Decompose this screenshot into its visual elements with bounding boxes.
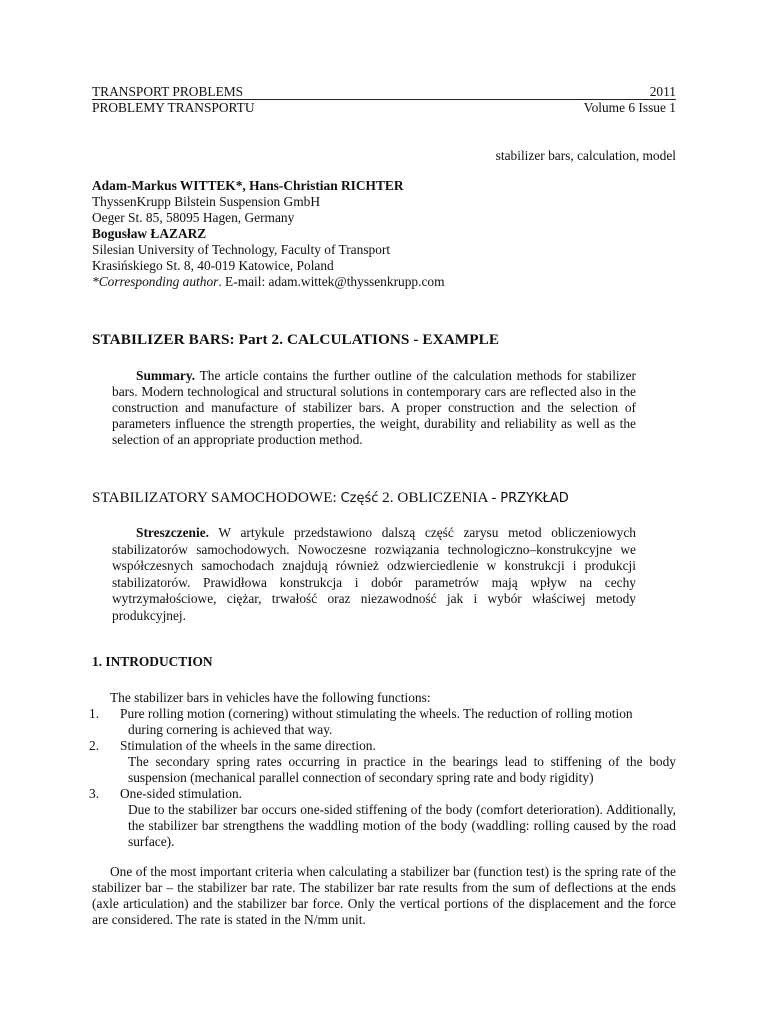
- list-item-head: Stimulation of the wheels in the same direction.: [120, 738, 376, 753]
- paper-page: [89, 84, 676, 928]
- running-header-row-1: [92, 84, 676, 99]
- functions-list: [89, 706, 676, 850]
- list-item-cont: Due to the stabilizer bar occurs one-sided stiffening of the body (comfort deterioration). Additionally, the stabilizer bar strengthens the waddling motion of the body (waddling: rolling caused by the road surface).: [128, 802, 676, 849]
- list-item: [89, 706, 676, 738]
- summary-text: The article contains the further outline of the calculation methods for stabilizer bars. Modern technological and structural solutions in contemporary cars are reflected also in the construction and manufacture of stabilizer bars. A proper construction and the selection of parameters influence the strength properties, the weight, durability and reliability as well as the selection of an appropriate production method.: [112, 368, 636, 447]
- journal-name-en: TRANSPORT PROBLEMS: [92, 84, 244, 99]
- list-item-head: Pure rolling motion (cornering) without stimulating the wheels. The reduction of rolling motion: [120, 706, 633, 721]
- article-title-pl: [92, 490, 676, 507]
- journal-volume: Volume 6 Issue 1: [583, 100, 676, 115]
- section-heading-introduction: 1. INTRODUCTION: [92, 654, 213, 669]
- streszczenie-text: W artykule przedstawiono dalszą część zarysu metod obliczeniowych stabilizatorów samochodowych. Nowoczesne rozwiązania technologiczno–konstrukcyjne we współczesnych samochodach znajdują również odzwierciedlenie w konstrukcji i produkcji stabilizatorów. Prawidłowa konstrukcja i dobór parametrów mają wpływ na cechy wytrzymałościowe, ciężar, trwałość oraz niezawodność jak i wybór właściwej metody produkcyjnej.: [112, 525, 636, 623]
- intro-lead: The stabilizer bars in vehicles have the following functions:: [110, 690, 431, 705]
- author-name-3: Bogusław ŁAZARZ: [92, 226, 207, 241]
- title-pl-part1: STABILIZATORY SAMOCHODOWE:: [92, 489, 341, 506]
- corresponding-label: *Corresponding author: [92, 274, 219, 289]
- title-pl-part3: 2. OBLICZENIA -: [378, 489, 501, 506]
- author-names: Adam-Markus WITTEK*, Hans-Christian RICHTER: [92, 178, 404, 193]
- list-item: [89, 786, 676, 850]
- summary-block: [112, 368, 636, 448]
- list-item-cont: during cornering is achieved that way.: [128, 722, 333, 737]
- list-item: [89, 738, 676, 786]
- authors-block: [92, 178, 676, 290]
- streszczenie-lead: Streszczenie.: [136, 525, 209, 540]
- list-item-number: 3.: [89, 786, 100, 801]
- journal-name-pl: PROBLEMY TRANSPORTU: [92, 100, 255, 115]
- streszczenie-block: [112, 525, 636, 624]
- address-1: Oeger St. 85, 58095 Hagen, Germany: [92, 210, 295, 225]
- affiliation-1: ThyssenKrupp Bilstein Suspension GmbH: [92, 194, 321, 209]
- keywords: stabilizer bars, calculation, model: [495, 148, 676, 163]
- list-item-head: One-sided stimulation.: [120, 786, 242, 801]
- list-item-number: 2.: [89, 738, 100, 753]
- summary-lead: Summary.: [136, 368, 196, 383]
- affiliation-2: Silesian University of Technology, Faculty of Transport: [92, 242, 391, 257]
- journal-year: 2011: [649, 84, 676, 99]
- list-item-cont: The secondary spring rates occurring in practice in the bearings lead to stiffening of the body suspension (mechanical parallel connection of secondary spring rate and body rigidity): [128, 754, 676, 785]
- intro-paragraph: One of the most important criteria when calculating a stabilizer bar (function test) is the spring rate of the stabilizer bar – the stabilizer bar rate. The stabilizer bar rate results from the sum of deflections at the ends (axle articulation) and the stabilizer bar force. Only the vertical portions of the displacement and the force are considered. The rate is stated in the N/mm unit.: [92, 864, 676, 927]
- title-pl-part4: PRZYKŁAD: [500, 491, 569, 506]
- article-title-en: STABILIZER BARS: Part 2. CALCULATIONS - EXAMPLE: [92, 331, 500, 348]
- corresponding-email: . E-mail: adam.wittek@thyssenkrupp.com: [218, 274, 445, 289]
- address-2: Krasińskiego St. 8, 40-019 Katowice, Poland: [92, 258, 334, 273]
- corresponding-author: [92, 274, 676, 290]
- title-pl-part2: Część: [340, 491, 379, 506]
- list-item-number: 1.: [89, 706, 100, 721]
- running-header-row-2: [92, 100, 676, 115]
